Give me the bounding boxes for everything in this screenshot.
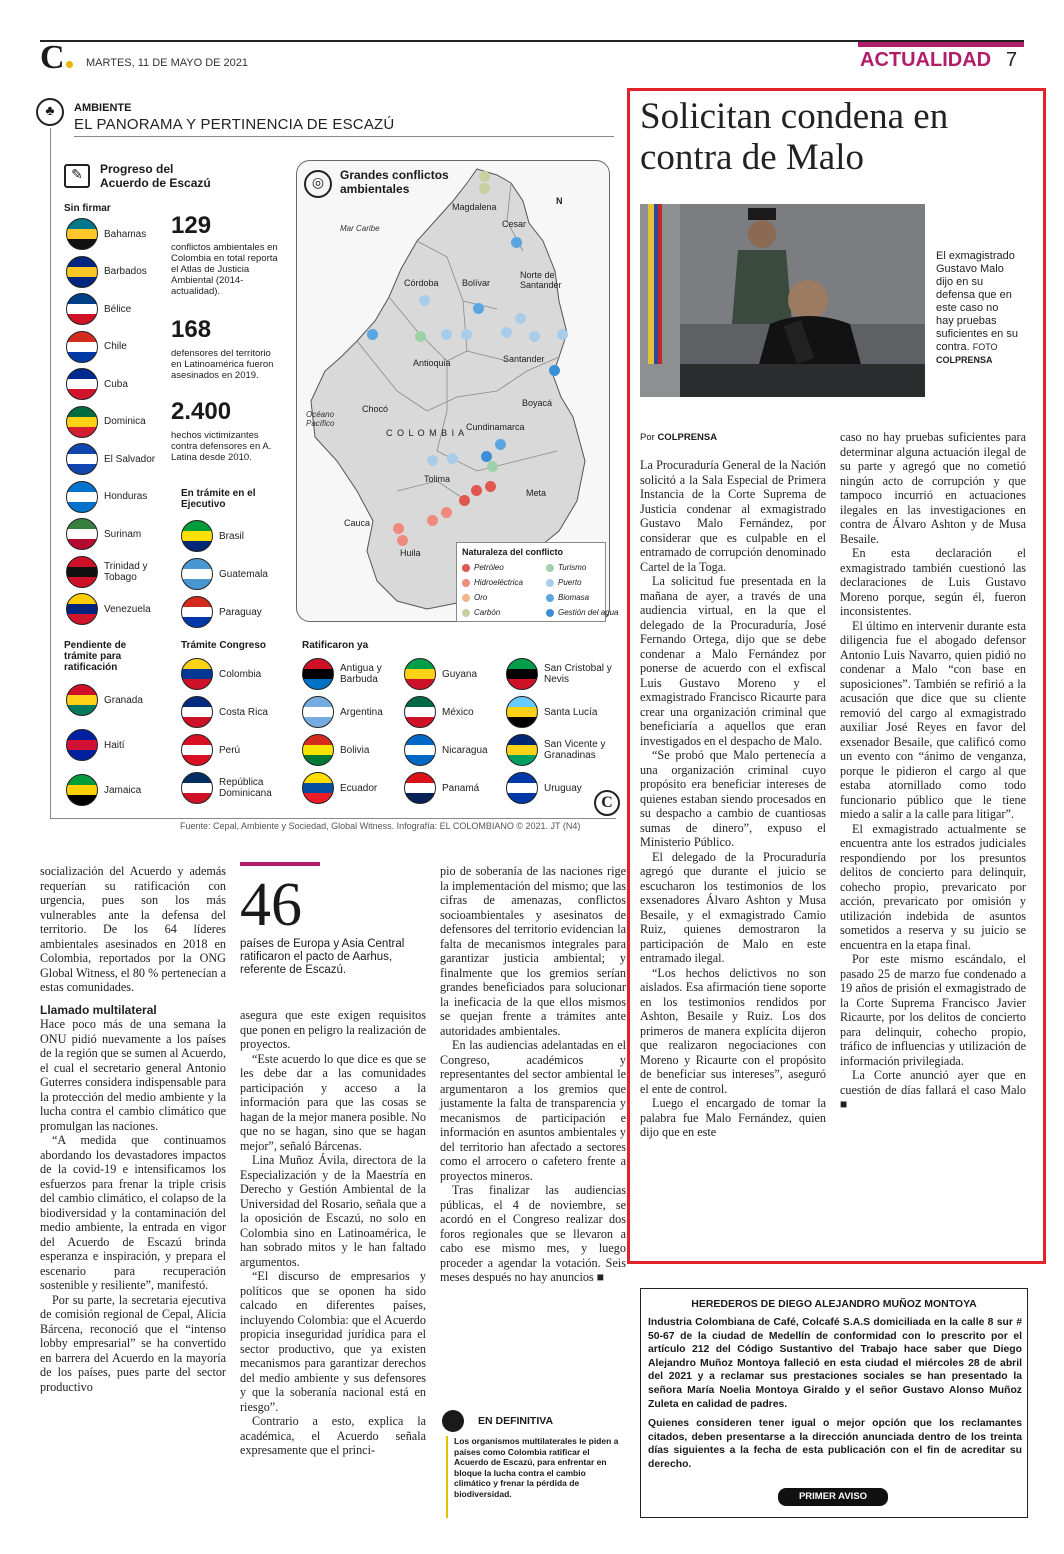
group-label-en-tramite: En trámite en el Ejecutivo [181,488,256,510]
country-name: Haití [104,739,125,751]
conflict-dot [487,461,498,472]
map-region-label: Cesar [502,219,527,229]
country-flag-item [506,734,614,766]
paragraph: La Corte anunció ayer que en cuestión de días fallará el caso Malo ■ [840,1068,1026,1111]
paragraph: Lina Muñoz Ávila, directora de la Especialización y de la Maestría en Derecho y Gestión Ambiental de la Universidad del Rosario, señala que a la oposición de Escazú, no solo en Colombia sino en Latinoamérica, le han sobrado mitos y le han faltado argumentos. [240,1153,426,1269]
legend-swatch [462,609,470,617]
country-name: Guatemala [219,568,268,580]
country-name: Ecuador [340,782,378,794]
paragraph: “A medida que continuamos abordando los devastadores impactos de la covid-19 e intensificamos los esfuerzos para frenar la triple crisis del cambio climático, el colapso de la biodiversidad y la contaminación del medio ambiente, la entrada en vigor del Acuerdo de Escazú brinda esperanza e inspiración, y prepara el escenario para recuperación sostenible y resiliente”, manifestó. [40,1133,226,1292]
map-region-label: Magdalena [452,202,497,212]
country-name: Panamá [442,782,480,794]
flag-icon [66,593,98,625]
stat-text: defensores del territorio en Latinoamérica fueron asesinados en 2019. [171,348,274,381]
country-flag-item [66,368,128,400]
country-name: Bélice [104,303,132,315]
conflict-dot [495,439,506,450]
country-flag-item [66,518,141,550]
flag-icon [506,696,538,728]
paragraph: Luego el encargado de tomar la palabra fue Malo Fernández, quien dijo que en este [640,1096,826,1139]
sea-label: Mar Caribe [340,224,380,233]
country-name: Costa Rica [219,706,268,718]
conflict-dot [427,455,438,466]
flag-icon [66,684,98,716]
photo-caption [936,250,1018,367]
flag-icon [181,772,213,804]
document-icon: ✎ [64,164,90,188]
map-region-label: Chocó [362,404,389,414]
conflict-dot [511,237,522,248]
conflict-dot [529,331,540,342]
country-name: Paraguay [219,606,262,618]
left-article-col3 [440,864,626,1285]
flag-icon [181,596,213,628]
legend-swatch [546,579,554,587]
country-flag-item [66,331,127,363]
flag-icon [302,772,334,804]
country-name: Uruguay [544,782,582,794]
country-flag-item [181,596,262,628]
country-name: Bolivia [340,744,370,756]
country-flag-item [506,696,597,728]
legend-item [462,578,523,587]
country-name: Antigua y Barbuda [340,663,382,685]
map-region-label: Cauca [344,518,371,528]
country-flag-item [302,696,383,728]
flag-icon [66,368,98,400]
paragraph: Hace poco más de una semana la ONU pidió nuevamente a los países de la región que se sumen al Acuerdo, el cual el secretario general Antonio Guterres considera indispensable para la protección del medio ambiente y la lucha contra el cambio climático que promulgan las naciones. [40,1017,226,1133]
country-name: Nicaragua [442,744,488,756]
progress-title: Progreso del Acuerdo de Escazú [100,162,211,190]
section-accent-bar [858,42,1024,47]
country-flag-item [404,734,488,766]
legend-swatch [546,609,554,617]
paragraph: “Los hechos delictivos no son aislados. Esa afirmación tiene soporte en los testimonios rendidos por Ashton, Besaile y Ruiz. Los dos primeros de manera explícita dijeron que realizaron negociaciones con Moreno y Ricaurte con el propósito de beneficiar sus intereses”, aseguró el ente de control. [640,965,826,1096]
country-name: Perú [219,744,241,756]
paragraph: Tras finalizar las audiencias públicas, el 4 de noviembre, se acordó en el Congreso realizar dos foros regionales que se llevaron a cabo ese mismo mes, y luego proceder a agendar la votación. Seis meses después no hay anuncios ■ [440,1183,626,1284]
country-name: Chile [104,341,127,352]
flag-icon [66,518,98,550]
flag-icon [66,293,98,325]
country-name: Argentina [340,706,383,718]
conflict-dot [461,329,472,340]
byline [640,432,717,443]
legend-item [546,608,619,617]
group-label-tramite-congreso: Trámite Congreso [181,640,267,651]
big-stat-text: países de Europa y Asia Central ratificaron el pacto de Aarhus, referente de Escazú. [240,938,405,976]
paragraph: Por su parte, la secretaria ejecutiva de comisión regional de Cepal, Alicia Bárcena, reconoció que el “intenso lobby empresarial” se ha convertido en barrera del Acuerdo en la mayoría de los países, pues parte del sector productivo [40,1292,226,1394]
article-headline: Solicitan condena en contra de Malo [640,96,949,178]
target-icon: ◎ [304,170,332,198]
left-article-col2 [240,1008,426,1458]
map-region-label: Boyacá [522,398,553,408]
country-flag-item [181,658,261,690]
paragraph: asegura que este exigen requisitos que ponen en peligro la realización de proyectos. [240,1008,426,1051]
map-region-label: Meta [526,488,547,498]
country-name: Granada [104,694,143,706]
conflict-dot [479,183,490,194]
legend-item [546,563,586,572]
infographic-source: Fuente: Cepal, Ambiente y Sociedad, Global Witness. Infografía: EL COLOMBIANO © 2021. JT (N4) [180,821,581,831]
country-flag-item [66,729,125,761]
paragraph: “Este acuerdo lo que dice es que se les debe dar a las comunidades participación y acceso a la información para que las cosas se hagan de la mejor manera posible. No que no se hagan, sino que se hagan mejor”, señaló Bárcenas. [240,1051,426,1153]
conflict-dot [441,329,452,340]
paragraph: En esta declaración el exmagistrado también cuestionó las declaraciones de Luis Gustavo Moreno porque, según él, fueron inconsistentes. [840,546,1026,618]
country-name: Santa Lucía [544,706,598,718]
legend-label: Turismo [558,563,587,572]
group-label-sin-firmar: Sin firmar [64,203,111,214]
country-name: México [442,706,474,718]
paragraph: Contrario a esto, explica la académica, el Acuerdo señala expresamente que el princi- [240,1414,426,1457]
flag-icon [506,772,538,804]
paragraph: Por este mismo escándalo, el pasado 25 de marzo fue condenado a 19 años de prisión el exmagistrado de la Corte Suprema Francisco Javier Ricaurte, por los delitos de concierto para delinquir, cohecho propio, tráfico de influencias y utilización de información privilegiada. [840,952,1026,1068]
country-label: C O L O M B I A [386,428,466,438]
conflict-dot [447,453,458,464]
primer-aviso-badge: PRIMER AVISO [778,1488,888,1506]
flag-icon [181,696,213,728]
country-name: Honduras [104,491,148,502]
country-name: San Vicente y Granadinas [544,739,606,761]
conflict-dot [479,171,490,182]
flag-icon [302,734,334,766]
paragraph: “El discurso de empresarios y políticos que se oponen ha sido calcado en diferentes países, incluyendo Colombia: que el Acuerdo propicia inseguridad jurídica para el sector productivo, que ya existen mecanismos para garantizar derechos del medio ambiente y sus defensores y que la soberanía nacional está en riesgo”. [240,1269,426,1414]
header-date: MARTES, 11 DE MAYO DE 2021 [86,57,249,69]
conflict-dot [549,365,560,376]
article-photo [640,204,925,397]
en-definitiva-text: Los organismos multilaterales le piden a países como Colombia ratificar el Acuerdo de Escazú, para enfrentar en bloque la lucha contra el cambio climático y frenar la pérdida de biodiversidad. [446,1436,622,1518]
flag-icon [404,696,436,728]
notice-body [648,1316,1022,1478]
group-label-pendiente: Pendiente de trámite para ratificación [64,640,127,673]
notice-paragraph: Quienes consideren tener igual o mejor opción que los reclamantes citados, deben presentarse a la dirección anunciada dentro de los treinta días siguientes a la fecha de esta publicación con el fin de acreditar su derecho. [648,1418,1022,1470]
flag-icon [181,734,213,766]
country-flag-item [66,774,141,806]
country-name: Trinidad y Tobago [104,560,148,583]
paragraph: “Se probó que Malo pertenecía a una organización criminal cuyo propósito era beneficiar intereses de quienes estaban siendo procesados en su despacho a cambio de cuantiosas sumas de dinero”, expuso el Ministerio Público. [640,748,826,849]
country-name: República Dominicana [219,777,272,799]
country-flag-item [66,556,174,588]
section-name: ACTUALIDAD [860,49,992,71]
page-number: 7 [1006,49,1018,71]
country-name: Surinam [104,528,142,540]
legend-item [462,593,487,602]
newspaper-logo-small: C [594,790,620,816]
notice-title: HEREDEROS DE DIEGO ALEJANDRO MUÑOZ MONTOYA [691,1298,977,1310]
infographic-section-label: AMBIENTE [74,102,132,114]
paragraph: La solicitud fue presentada en la mañana de ayer, a través de una audiencia virtual, en la que el delegado de la Procuraduría, José Fernando Ortega, dijo que se debe condenar a Malo Fernández por ponerse de acuerdo con el exfiscal Luis Gustavo Moreno y el exmagistrado Francisco Ricaurte para crear una organización criminal que beneficiaría a aquellos que eran investigados en el despacho de Malo. [640,574,826,748]
flag-icon [506,658,538,690]
paragraph: La Procuraduría General de la Nación solicitó a la Sala Especial de Primera Instancia de la Corte Suprema de Justicia condenar al exmagistrado Gustavo Malo Fernández, por considerar que es culpable en el entramado de corrupción denominado Cartel de la Toga. [640,458,826,574]
paragraph: socialización del Acuerdo y además requerían su ratificación con urgencia, pues son los más vulnerables ante la defensa del territorio. De los 64 líderes ambientales asesinados en 2018 en Colombia, reportados por la ONG Global Witness, el 80 % pertenecían a estas comunidades. [40,864,226,994]
checkered-icon [442,1410,464,1432]
country-flag-item [181,772,289,804]
tree-icon: ♣ [36,98,64,126]
country-flag-item [181,520,244,552]
country-flag-item [66,481,147,513]
legend-label: Hidroeléctrica [474,578,523,587]
country-flag-item [302,734,369,766]
caption-credit: COLPRENSA [936,355,993,365]
map-region-label: Huila [400,548,421,558]
conflict-dot [557,329,568,340]
flag-icon [302,696,334,728]
big-stat-value: 46 [240,871,302,939]
stat-value: 168 [171,316,212,343]
legend-swatch [462,564,470,572]
conflict-dot [473,303,484,314]
flag-icon [404,772,436,804]
country-flag-item [181,734,240,766]
paragraph: caso no hay pruebas suficientes para determinar alguna actuación ilegal de su parte y agregó que no cometió ningún acto de corrupción y que tampoco incurrió en actuaciones ilegales en las investigaciones en contra de Álvaro Ashton y de Musa Besaile. [840,430,1026,546]
country-name: Bahamas [104,228,147,240]
caption-credit-label: FOTO [972,342,998,352]
country-flag-item [404,772,479,804]
left-article-col1 [40,864,226,1394]
flag-icon [506,734,538,766]
country-name: Jamaica [104,784,142,796]
country-name: Cuba [104,378,128,390]
legend-swatch [462,579,470,587]
divider [74,136,614,137]
paragraph: pio de soberanía de las naciones rige la implementación del mismo; que las cifras de amenazas, conflictos socioambientales y asesinatos de defensores del territorio evidencian la falta de mecanismos integrales para garantizar justicia ambiental; y finalmente que los gremios serían grandes beneficiados para solucionar la ineficacia de la que ellos mismos se quejan frente a trámites ante autoridades ambientales. [440,864,626,1038]
legend-swatch [546,564,554,572]
legend-swatch [546,594,554,602]
country-flag-item [404,658,477,690]
country-name: Guyana [442,668,478,680]
stat-value: 2.400 [171,398,232,425]
infographic-title: EL PANORAMA Y PERTINENCIA DE ESCAZÚ [74,116,395,133]
flag-icon [66,556,98,588]
stat-text: conflictos ambientales en Colombia en total reporta el Atlas de Justicia Ambiental (2014-actualidad). [171,242,278,297]
country-flag-item [66,406,146,438]
newspaper-logo: C [40,42,73,74]
legend-label: Biomasa [558,593,590,602]
country-flag-item [302,658,410,690]
map-region-label: Cundinamarca [466,422,525,432]
flag-icon [181,658,213,690]
conflict-dot [419,295,430,306]
north-label: N [556,196,563,206]
flag-icon [66,406,98,438]
conflict-dot [397,535,408,546]
paragraph: En las audiencias adelantadas en el Congreso, académicos y representantes del sector ambiental le argumentaron a los gremios que justamente la falta de transparencia y mecanismos de participación e información en asuntos ambientales y del territorio han afectado a sectores como el arrocero o cafetero frente a proyectos mineros. [440,1038,626,1183]
conflict-dot [501,327,512,338]
map-region-label: Antioquia [413,358,451,368]
conflict-dot [367,329,378,340]
country-name: Brasil [219,530,245,542]
country-flag-item [66,256,147,288]
country-name: Colombia [219,668,262,680]
country-flag-item [506,772,582,804]
byline-author: COLPRENSA [657,432,718,443]
legend-label: Oro [474,593,488,602]
country-name: Barbados [104,266,147,277]
legend-label: Petróleo [474,563,504,572]
legend-label: Gestión del agua [558,608,619,617]
map-region-label: Bolívar [462,278,491,288]
country-flag-item [506,658,614,690]
country-name: Dominica [104,416,146,427]
flag-icon [66,729,98,761]
map-region-label: Tolima [424,474,451,484]
country-flag-item [404,696,474,728]
map-region-label: Santander [503,354,545,364]
country-flag-item [66,684,143,716]
flag-icon [404,734,436,766]
flag-icon [302,658,334,690]
stat-accent-bar [240,862,320,866]
flag-icon [66,774,98,806]
conflict-dot [415,331,426,342]
right-article-col1 [640,458,826,1140]
legend-item [462,608,500,617]
flag-icon [66,218,98,250]
flag-icon [66,331,98,363]
conflict-dot [515,313,526,324]
legend-label: Puerto [558,578,582,587]
map-region-label: Córdoba [404,278,439,288]
flag-icon [181,520,213,552]
country-flag-item [181,696,268,728]
flag-icon [404,658,436,690]
divider [50,818,616,819]
conflict-dot [393,523,404,534]
conflict-dot [441,507,452,518]
paragraph: El exmagistrado actualmente se encuentra ante los estrados judiciales respondiendo por los presuntos delitos de concierto para delinquir, cohecho propio, prevaricato por acción, prevaricato por omisión y utilización indebida de asuntos sometidos a reserva y su juicio se encuentra en la etapa final. [840,821,1026,952]
byline-prefix: Por [640,432,655,443]
caption-text: El exmagistrado Gustavo Malo dijo en su defensa que en este caso no hay pruebas suficientes en su contra. [936,250,1018,353]
conflict-dot [485,481,496,492]
conflict-dot [471,485,482,496]
country-flag-item [66,218,146,250]
country-flag-item [66,293,131,325]
country-name: El Salvador [104,453,156,465]
ocean-label: Océano Pacífico [306,410,335,428]
legend-title: Naturaleza del conflicto [462,547,564,557]
flag-icon [66,443,98,475]
paragraph: El delegado de la Procuraduría agregó que durante el juicio se escucharon los testimonios de los exsenadores Álvaro Ashton y Musa Besaile, y el exmagistrado Camio Ruiz, quienes demostraron la participación de Malo en este entramado ilegal. [640,849,826,965]
country-flag-item [66,443,155,475]
country-flag-item [181,558,268,590]
notice-paragraph: Industria Colombiana de Café, Colcafé S.A.S domiciliada en la calle 8 sur # 50-67 de la ciudad de Medellín de conformidad con lo prescrito por el artículo 212 del Código Sustantivo del Trabajo hace saber que Diego Alejandro Muñoz Montoya falleció en esta ciudad el miércoles 28 de abril del 2021 y a reclamar sus prestaciones sociales se han presentado la señora María Noelia Montoya Giraldo y el señor Gustavo Alonso Muñoz Zuleta en calidad de padres. [648,1317,1022,1410]
country-name: Venezuela [104,603,151,615]
map-region-label: Norte de Santander [520,270,562,290]
subheading: Llamado multilateral [40,1002,157,1017]
flag-icon [66,256,98,288]
legend-item [546,593,589,602]
paragraph: El último en intervenir durante esta diligencia fue el abogado defensor Antonio Luis Navarro, quien pidió no condenar a Malo “con base en suposiciones”. También se refirió a la acusación que dice que su cliente removió del cargo al exmagistrado auxiliar José Reyes en favor del exsenador Besaile, que calificó como un evento con “ánimo de venganza, porque le pidieron el cargo al que estaba atornillado como todo funcionario público que le tiene miedo a salir a la calle para litigar”. [840,618,1026,821]
divider [50,128,51,818]
flag-icon [66,481,98,513]
conflict-dot [459,495,470,506]
legend-item [546,578,582,587]
stat-text: hechos victimizantes contra defensores en A. Latina desde 2010. [171,430,272,463]
country-name: San Cristobal y Nevis [544,663,612,685]
flag-icon [181,558,213,590]
map-title: Grandes conflictos ambientales [340,168,449,196]
country-flag-item [302,772,377,804]
legend-item [462,563,504,572]
conflict-dot [427,515,438,526]
legend-label: Carbón [474,608,501,617]
en-definitiva-title: EN DEFINITIVA [478,1415,554,1427]
country-flag-item [66,593,151,625]
group-label-ratificaron: Ratificaron ya [302,640,369,651]
right-article-col2 [840,430,1026,1112]
legend-swatch [462,594,470,602]
stat-value: 129 [171,212,212,239]
